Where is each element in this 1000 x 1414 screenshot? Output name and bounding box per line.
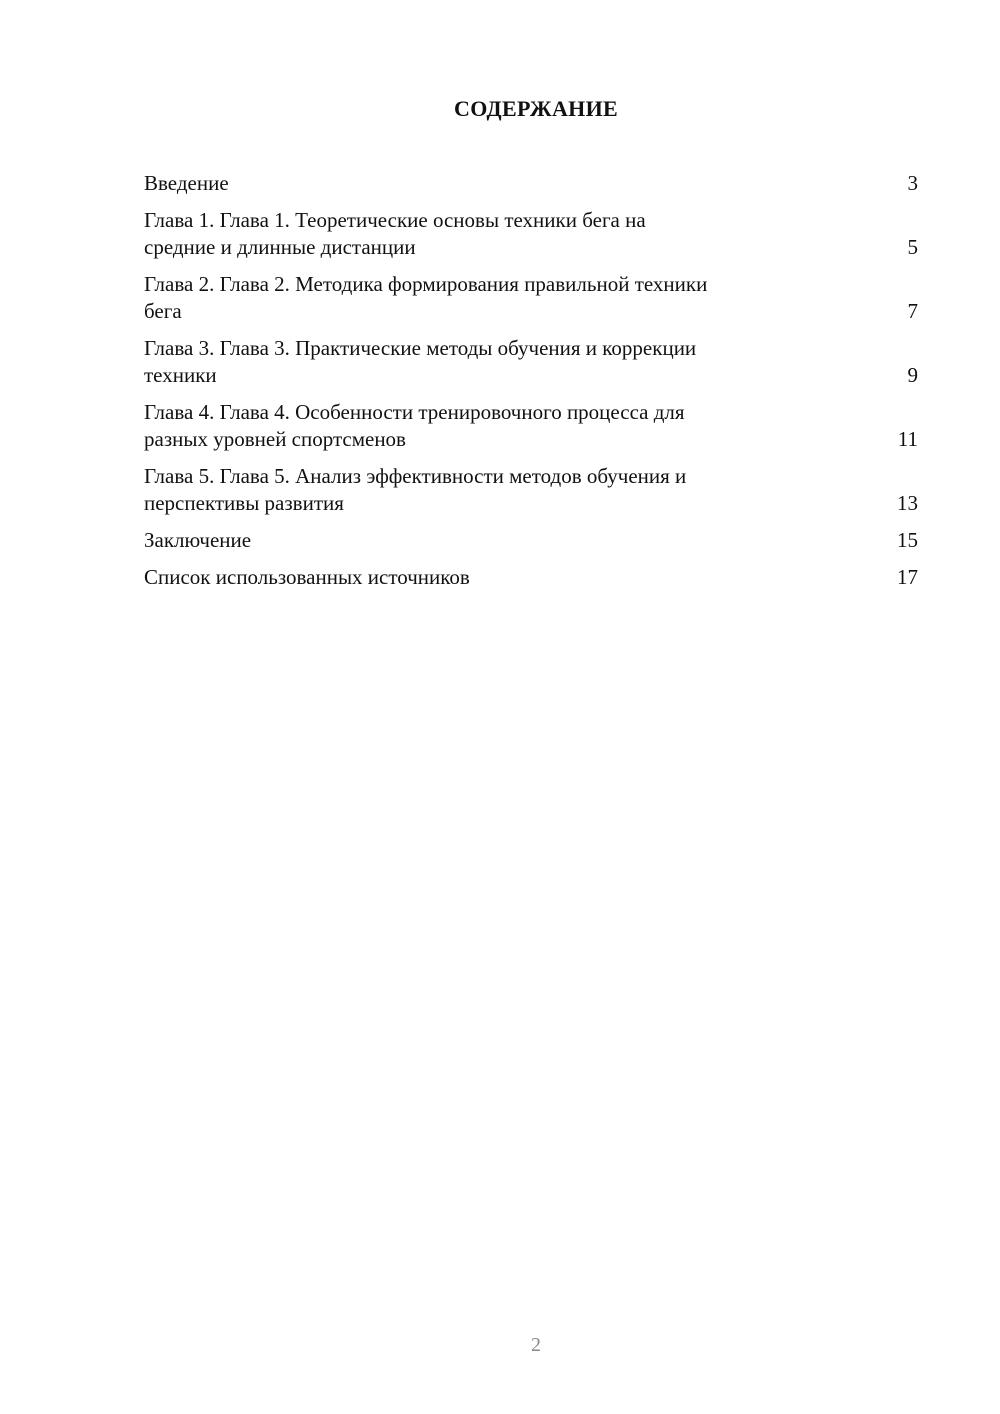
page-number: 2 [531, 1334, 541, 1356]
toc-entry-chapter-4[interactable] [144, 399, 918, 453]
toc-entry-introduction[interactable] [144, 170, 918, 197]
toc-entry-chapter-1[interactable] [144, 207, 918, 261]
toc-entry-chapter-2[interactable] [144, 271, 918, 325]
toc-entry-page: 15 [897, 528, 918, 552]
toc-entry-text: Глава 4. Глава 4. Особенности тренировочного процесса для разных уровней спортсменов [144, 400, 685, 451]
toc-entry-page: 13 [897, 491, 918, 515]
toc-entry-text: Глава 2. Глава 2. Методика формирования правильной техники бега [144, 272, 708, 323]
toc-entry-conclusion[interactable] [144, 527, 918, 554]
toc-entry-text: Глава 1. Глава 1. Теоретические основы техники бега на средние и длинные дистанции [144, 208, 646, 259]
toc-entry-chapter-5[interactable] [144, 463, 918, 517]
table-of-contents [144, 170, 918, 601]
toc-entry-page: 5 [907, 235, 918, 259]
toc-entry-text: Глава 3. Глава 3. Практические методы обучения и коррекции техники [144, 336, 697, 387]
toc-entry-page: 3 [907, 171, 918, 195]
toc-entry-page: 17 [897, 565, 918, 589]
toc-entry-references[interactable] [144, 564, 918, 591]
toc-entry-text: Заключение [144, 528, 252, 552]
toc-entry-chapter-3[interactable] [144, 335, 918, 389]
toc-title: СОДЕРЖАНИЕ [454, 96, 618, 121]
toc-entry-text: Глава 5. Глава 5. Анализ эффективности методов обучения и перспективы развития [144, 464, 687, 515]
toc-entry-page: 9 [907, 363, 918, 387]
toc-entry-page: 7 [907, 299, 918, 323]
toc-entry-page: 11 [897, 427, 918, 451]
toc-entry-text: Список использованных источников [144, 565, 470, 589]
toc-entry-text: Введение [144, 171, 229, 195]
